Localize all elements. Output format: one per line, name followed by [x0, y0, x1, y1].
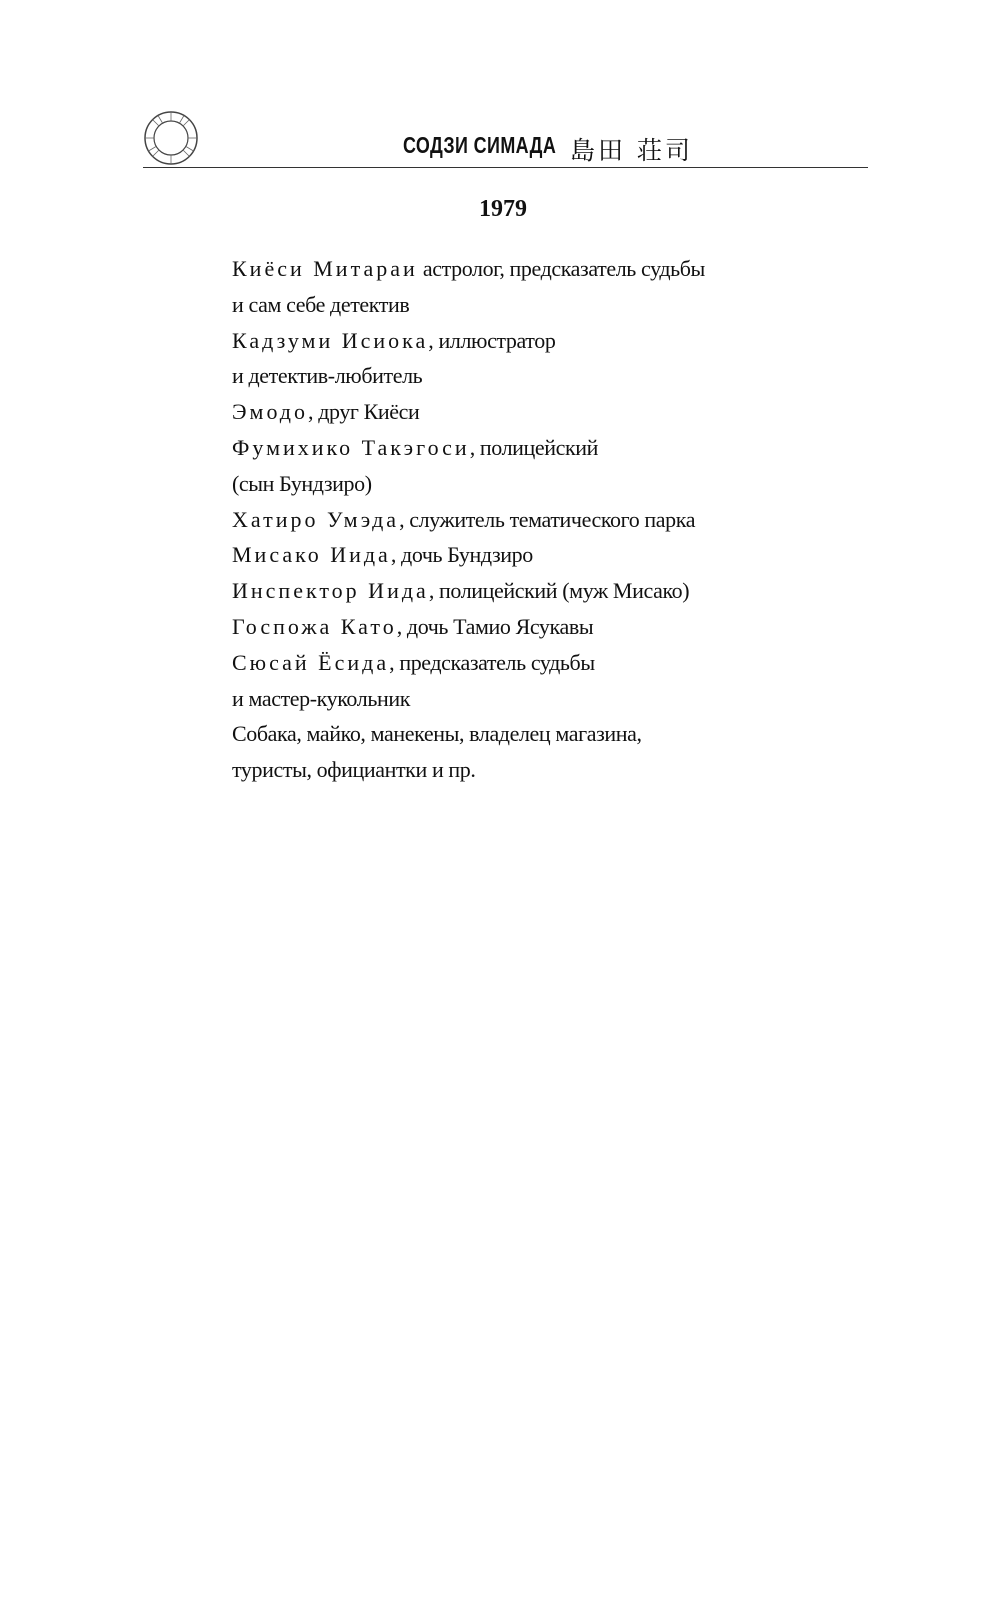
character-description: , дочь Тамио Ясукавы — [396, 613, 594, 639]
header-author-ru: СОДЗИ СИМАДА — [403, 132, 557, 158]
character-description: , друг Киёси — [308, 399, 420, 425]
character-list-line — [232, 361, 705, 397]
character-description: (сын Бундзиро) — [232, 470, 372, 496]
character-name: Хатиро Умэда — [232, 506, 400, 532]
character-list-line — [232, 326, 705, 362]
character-list-line — [232, 540, 705, 576]
character-description: , дочь Бундзиро — [390, 542, 533, 568]
page-title-year: 1979 — [479, 196, 527, 222]
character-list-line — [232, 576, 705, 612]
character-name: Госпожа Като — [232, 613, 397, 639]
character-list-line — [232, 684, 705, 720]
character-list-line — [232, 648, 705, 684]
header-author-jp: 島田 荘司 — [570, 136, 693, 165]
character-list-line — [232, 755, 705, 791]
character-description: и сам себе детектив — [232, 291, 410, 317]
character-list-line — [232, 433, 705, 469]
character-list-line — [232, 397, 705, 433]
character-description: , служитель тематического парка — [399, 506, 696, 532]
character-name: Сюсай Ёсида — [232, 649, 390, 675]
character-description: , полицейский — [469, 434, 599, 460]
character-description: , иллюстратор — [428, 327, 556, 353]
character-list-line — [232, 469, 705, 505]
header-rule — [143, 167, 868, 168]
character-list-line — [232, 290, 705, 326]
character-name: Инспектор Иида — [232, 578, 429, 604]
character-description: , полицейский (муж Мисако) — [428, 578, 690, 604]
character-list-line — [232, 505, 705, 541]
character-description: туристы, официантки и пр. — [232, 757, 476, 783]
character-list-line — [232, 254, 705, 290]
character-list-line — [232, 719, 705, 755]
character-description: , предсказатель судьбы — [389, 649, 595, 675]
character-name: Фумихико Такэгоси — [232, 434, 470, 460]
character-description: Собака, майко, манекены, владелец магазина, — [232, 721, 642, 747]
character-list — [232, 254, 705, 791]
character-description: и детектив-любитель — [232, 363, 423, 389]
character-name: Эмодо — [232, 399, 309, 425]
character-description: и мастер-кукольник — [232, 685, 410, 711]
character-name: Мисако Иида — [232, 542, 391, 568]
character-name: Кадзуми Исиока — [232, 327, 429, 353]
zodiac-circle-icon — [143, 110, 199, 166]
character-name: Киёси Митараи — [232, 256, 418, 281]
character-description: астролог, предсказатель судьбы — [417, 256, 705, 281]
character-list-line — [232, 612, 705, 648]
